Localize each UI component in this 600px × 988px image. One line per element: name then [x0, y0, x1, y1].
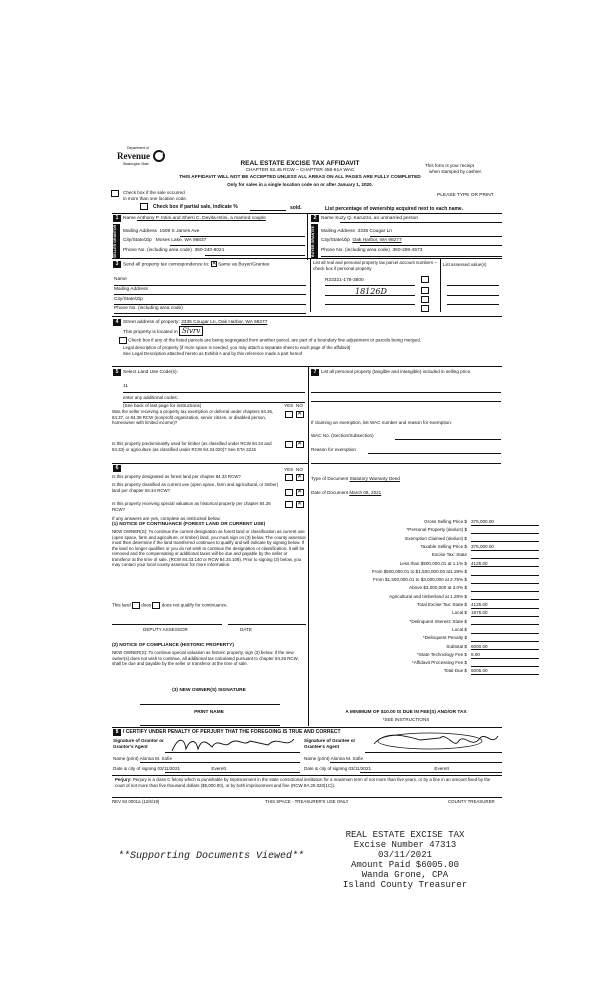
this-land-label: This land — [112, 602, 131, 608]
seller-city-label: City/State/Zip — [123, 238, 152, 243]
seller-sidebar: SELLER GRANTOR — [113, 224, 120, 258]
compliance-title: (2) NOTICE OF COMPLIANCE (HISTORIC PROPERTY) — [112, 643, 234, 648]
exemption-claim-label: If claiming an exemption, list WAC number and reason for exemption: — [311, 420, 453, 425]
grantee-city[interactable]: Everett — [434, 766, 449, 771]
tax-row-label: Agricultural and timberland at 1.28% $ — [389, 593, 467, 599]
tax-row-value[interactable] — [471, 585, 539, 592]
parcel-1[interactable]: R23321-178-3800 — [325, 278, 364, 283]
section-1-number: 1 — [113, 215, 121, 222]
section-5-row — [113, 369, 178, 376]
buyer-name-label: Name — [321, 216, 334, 221]
s5-q1-no-checkbox[interactable] — [296, 411, 304, 418]
tax-row-label: Subtotal $ — [446, 643, 467, 649]
does-label: does — [141, 602, 152, 608]
parcel-2-checkbox[interactable] — [421, 287, 429, 294]
stamp-line-4: Amount Paid $6005.00 — [350, 860, 460, 870]
supporting-docs-stamp: **Supporting Documents Viewed** — [118, 851, 305, 862]
s6-q1-no-checkbox[interactable] — [296, 474, 304, 481]
tax-row-label: Local $ — [452, 626, 467, 632]
parcel-4-checkbox[interactable] — [421, 305, 429, 312]
revenue-logo — [117, 146, 177, 168]
section-4-street-row — [113, 319, 267, 326]
stamp-line-3: 03/11/2021 — [377, 850, 432, 860]
tax-row-label: Taxable Selling Price $ — [420, 543, 467, 549]
buyer-city-label: City/State/Zip — [321, 238, 350, 243]
grantor-name-row — [113, 756, 172, 762]
grantee-name-label: Name (print) — [304, 756, 330, 761]
wac-field[interactable] — [395, 433, 501, 440]
perjury-row — [115, 777, 500, 788]
legal-desc-2: See Legal Description attached hereto as Exhibit A and by this reference made a part hereof — [123, 351, 303, 356]
tax-row-value[interactable]: 1875.00 — [471, 610, 539, 617]
tax-row-value[interactable]: 6000.00 — [471, 644, 539, 651]
s6-q3: Is this property receiving special valuation as historical property per chapter 84.26 RCW? — [112, 501, 271, 512]
s3-mail-label: Mailing Address — [114, 287, 148, 292]
tax-row-label: Gross Selling Price $ — [424, 519, 467, 524]
s5-q2-no-checkbox[interactable] — [296, 441, 304, 448]
parcel-3-checkbox[interactable] — [421, 296, 429, 303]
revenue-swoosh-icon — [152, 150, 166, 162]
minimum-fee-note: A MINIMUM OF $10.00 IS DUE IN FEE(S) AND/OR TAX — [345, 710, 467, 715]
section-3-label: Send all property tax correspondence to: — [123, 262, 210, 268]
land-use-label: Select Land Use Code(s): — [123, 370, 178, 375]
multi-location-label-2: in more than one location code. — [123, 196, 188, 201]
continuance-text: NEW OWNER(S): To continue the current designation as forest land or classification as current use (open space, farm and agriculture, or timber) land, you must sign on (3) below. The county assessor must then determine if the land transferred continues to qualify and will indicate by signing below. If the land no longer qualifies or you do not wish to continue the designation or classification, it will be removed and the compensating or additional taxes will be due and payable by the seller or transferor at the time of sale. (RCW 84.33.140 or RCW 84.34.108). Prior to signing (3) below, you may contact your local county assessor for more information. — [112, 529, 306, 567]
grantee-date-row — [304, 766, 449, 772]
stamp-line-2: Excise Number 47313 — [353, 840, 457, 850]
multi-location-label-1: Check box if the sale occurred — [123, 190, 185, 195]
section-3-number: 3 — [113, 261, 121, 268]
doc-date-label: Date of Document — [311, 490, 349, 495]
parcel-1-checkbox[interactable] — [421, 276, 429, 283]
same-as-buyer-checkbox[interactable] — [211, 261, 217, 267]
ownership-note: List percentage of ownership acquired next to each name. — [325, 206, 464, 212]
s6-q2-no-checkbox[interactable] — [296, 489, 304, 496]
perjury-text: Perjury is a class C felony which is punishable by imprisonment in the state correctional institution for a maximum term of not more than five years, or by a fine in an amount fixed by the court of not more than five thousand dollars ($5,000.00), or by both imprisonment and fine (RCW 9A.20.020(1C)). — [115, 777, 491, 788]
seller-name-row — [113, 215, 266, 222]
seller-name-label: Name — [123, 216, 136, 221]
tax-row-label: Exemption Claimed (deduct) $ — [405, 535, 467, 541]
form-chapter: CHAPTER 82.45 RCW – CHAPTER 458-61A WAC — [245, 168, 355, 173]
does-not-checkbox[interactable] — [152, 602, 160, 609]
dept-name: Revenue — [117, 150, 150, 161]
this-land-row — [112, 602, 228, 609]
seller-mail[interactable]: 1509 S James Ave — [159, 229, 200, 234]
print-note: PLEASE TYPE OR PRINT — [437, 193, 494, 198]
tax-row-label: *Delinquent Interest: State $ — [409, 618, 467, 624]
tax-row-label: *Affidavit Processing Fee $ — [411, 660, 467, 666]
buyer-mail[interactable]: 3335 Cougar Ln — [357, 229, 392, 234]
section-8-number: 8 — [113, 729, 121, 736]
form-sub-notice: Only for sales in a single location code on or after January 1, 2020. — [227, 182, 373, 187]
section-6-num-label: 6 — [113, 465, 121, 472]
tax-row-label: *State Technology Fee $ — [417, 651, 467, 657]
street-label: Street address of property: — [123, 320, 180, 325]
buyer-phone-label: Phone No. (including area code) — [321, 248, 390, 253]
section-3-row — [113, 261, 270, 268]
tax-row-label: Local $ — [452, 610, 467, 616]
tax-row-value[interactable] — [471, 536, 539, 543]
tax-row-value[interactable] — [471, 527, 539, 534]
located-in-row — [123, 327, 203, 336]
seller-mail-row — [123, 229, 199, 235]
s6-q1-yes-checkbox[interactable] — [285, 474, 293, 481]
tax-row-value[interactable] — [471, 619, 539, 626]
section-6-number — [113, 465, 123, 472]
located-in-value[interactable]: Slvrv — [179, 326, 203, 336]
buyer-city[interactable]: Oak Harbor, WA 98277 — [352, 238, 402, 243]
tax-row-value[interactable] — [471, 627, 539, 634]
s6-yes: YES — [284, 467, 294, 472]
rev-number: REV 84 0001a (12/6/19) — [112, 799, 160, 804]
grantor-name[interactable]: Alonna M. Sofie — [139, 756, 172, 761]
s6-q1: Is this property designated as forest land per chapter 84.33 RCW? — [112, 474, 241, 479]
seller-city-row — [123, 238, 206, 244]
seller-mail-label: Mailing Address — [123, 229, 157, 234]
buyer-phone[interactable]: 360-298-4573 — [392, 248, 423, 253]
doc-type[interactable]: Statutory Warranty Deed — [349, 476, 400, 481]
buyer-phone-row — [321, 248, 422, 254]
tax-row-label: *Delinquent Penalty $ — [422, 635, 467, 641]
s5-q1-yes-checkbox[interactable] — [285, 411, 293, 418]
grantor-city[interactable]: Everett — [211, 766, 226, 771]
form-title: REAL ESTATE EXCISE TAX AFFIDAVIT — [240, 160, 360, 167]
grantee-date[interactable]: 03/11/2021 — [348, 766, 372, 771]
grantor-sig-label: Signature of Grantor or Grantor's Agent — [113, 738, 164, 749]
tax-row-label: *Personal Property (deduct) $ — [406, 527, 467, 533]
s3-name-label: Name — [114, 277, 127, 282]
s6-q3-yes-checkbox[interactable] — [285, 501, 293, 508]
stamp-line-1: REAL ESTATE EXCISE TAX — [345, 830, 465, 840]
grantee-name-row — [304, 756, 363, 762]
new-owner-sig-label: (3) NEW OWNER(S) SIGNATURE — [172, 688, 246, 693]
wac-label: WAC No. (Section/Subsection) — [311, 433, 374, 438]
stamp-line-6: Island County Treasurer — [342, 880, 468, 890]
seller-name[interactable]: Anthony P. Intini and Sherri C. Devita-Intini, a married couple — [136, 216, 266, 221]
additional-codes-label: enter any additional codes: — [123, 395, 178, 400]
tax-row-label: Above $3,000,000 at 3.0% $ — [409, 585, 467, 591]
county-treasurer: COUNTY TREASURER — [448, 799, 495, 804]
tax-row-label: From $500,000.01 to $1,500,000.00 at1.28% $ — [371, 568, 467, 574]
section-4-number: 4 — [113, 319, 121, 326]
tax-row-value[interactable] — [471, 635, 539, 642]
located-in-label: This property is located in — [123, 330, 178, 335]
partial-percent-field[interactable] — [250, 204, 286, 211]
grantee-date-label: Date & city of signing — [304, 766, 348, 771]
s5-q2-yes-checkbox[interactable] — [285, 441, 293, 448]
parcel-2-handwritten[interactable]: 18126D — [355, 287, 387, 296]
buyer-name[interactable]: Suzy Q. Karuzzo, an unmarried person — [335, 216, 419, 221]
partial-sale-label: Check box if partial sale, indicate % — [153, 204, 238, 210]
buyer-sidebar: BUYER GRANTEE — [311, 224, 318, 258]
tax-row-label: Excise Tax: State — [431, 552, 467, 558]
tax-row-value[interactable]: 4125.00 — [471, 602, 539, 609]
grantor-date-label: Date & city of signing — [113, 766, 157, 771]
s5-q1: Was the seller receiving a property tax exemption or deferral under chapters 84.36, 84.37, or 84.38 RCW (nonprofit organization, senior citizen, or disabled person, homeowner with limited income)? — [112, 409, 274, 425]
certify-statement: I CERTIFY UNDER PENALTY OF PERJURY THAT THE FOREGOING IS TRUE AND CORRECT — [123, 729, 341, 735]
tax-row-value[interactable] — [471, 594, 539, 601]
buyer-mail-label: Mailing Address — [321, 229, 355, 234]
does-checkbox[interactable] — [132, 602, 140, 609]
form-notice: THIS AFFIDAVIT WILL NOT BE ACCEPTED UNLESS ALL AREAS ON ALL PAGES ARE FULLY COMPLETED — [179, 175, 421, 180]
grantee-signature[interactable] — [370, 730, 502, 754]
print-name-label: PRINT NAME — [194, 710, 224, 715]
parcel-header: List all real and personal property tax parcel account numbers – check box if personal property — [313, 260, 437, 271]
tax-row-value[interactable] — [471, 569, 539, 576]
doc-date-row — [311, 490, 381, 496]
segregation-row — [119, 337, 421, 344]
dept-state: Washington State — [123, 162, 149, 167]
sold-label: sold. — [290, 205, 302, 211]
buyer-name-row — [311, 215, 418, 222]
tax-row-value[interactable] — [471, 660, 539, 667]
tax-row-value[interactable]: 5.00 — [471, 652, 539, 659]
doc-type-label: Type of Document — [311, 476, 349, 481]
reason-label: Reason for exemption — [311, 447, 356, 452]
same-as-buyer-label: Same as Buyer/Grantee — [218, 262, 270, 268]
treasurer-space: THIS SPACE - TREASURER'S USE ONLY — [265, 799, 349, 804]
tax-row-value[interactable]: 375,000.00 — [471, 544, 539, 551]
section-7-row — [311, 369, 501, 376]
buyer-mail-row — [321, 229, 392, 235]
tax-row-value[interactable] — [471, 577, 539, 584]
tax-row-label: From $1,500,000.01 to $3,000,000 at 2.75% $ — [373, 577, 467, 583]
excise-stamp — [320, 830, 490, 890]
seller-city[interactable]: Moses Lake, WA 98837 — [155, 238, 207, 243]
section-5-number: 5 — [113, 369, 121, 376]
s6-if-any: If any answers are yes, complete as instructed below. — [112, 516, 221, 521]
section-2-number: 2 — [311, 215, 319, 222]
continuance-title: (1) NOTICE OF CONTINUANCE (FOREST LAND OR CURRENT USE) — [112, 522, 266, 527]
compliance-text: NEW OWNER(S): To continue special valuation as historic property, sign (3) below. If the new owner(s) does not wish to continue, all additional tax calculated pursuant to chapter 84.26 RCW, shall be due and payable by the seller or transferor at the time of sale. — [112, 650, 299, 666]
tax-row-value[interactable]: 4125.00 — [471, 561, 539, 568]
s5-yes: YES — [284, 403, 294, 408]
s6-q2: Is this property classified as current use (open space, farm and agricultural, or timber) land per chapter 84.34 RCW? — [112, 482, 279, 493]
partial-sale-checkbox[interactable] — [140, 203, 148, 210]
does-not-label: does not qualify for continuance. — [161, 602, 228, 608]
seller-phone-row — [123, 248, 224, 254]
doc-date[interactable]: March 08, 2021 — [349, 490, 382, 495]
tax-row-value[interactable] — [471, 552, 539, 559]
s6-q2-yes-checkbox[interactable] — [285, 489, 293, 496]
assessed-header: List assessed value(s) — [443, 262, 487, 267]
deputy-assessor-label: DEPUTY ASSESSOR — [143, 627, 188, 632]
segregation-label: Check box if any of the listed parcels are being segregated from another parcel, are part of a boundary line adjustment or parcels being merged. — [128, 337, 421, 343]
grantee-sig-label: Signature of Grantee or Grantee's Agent — [304, 738, 356, 749]
s6-q3-no-checkbox[interactable] — [296, 501, 304, 508]
receipt-note-1: This form is your receipt — [425, 163, 475, 168]
dept-small: Department of — [127, 146, 150, 150]
reason-field[interactable] — [368, 447, 501, 454]
tax-row-value[interactable]: 6005.00 — [471, 668, 539, 675]
personal-property-label: List all personal property (tangible and intangible) included in selling price. — [321, 369, 472, 374]
tax-row-label: Total Excise Tax: State $ — [417, 602, 467, 607]
s5-no: NO — [296, 403, 303, 408]
tax-row-label: Less than $500,000.01 at 1.1% $ — [399, 560, 467, 566]
s6-no: NO — [296, 467, 303, 472]
seller-phone[interactable]: 360-240-8021 — [194, 248, 225, 253]
section-7-number: 7 — [311, 369, 319, 376]
s3-city-label: City/State/Zip — [114, 297, 143, 302]
segregation-checkbox[interactable] — [119, 337, 127, 344]
buyer-city-row — [321, 238, 402, 244]
street-address[interactable]: 3335 Cougar Ln, Oak Harbor, WA 98277 — [181, 320, 268, 325]
grantor-date-row — [113, 766, 226, 772]
multi-location-checkbox[interactable] — [111, 190, 119, 197]
legal-desc-1: Legal description of property (if more space is needed, you may attach a separate sheet to each page of the affidavit) — [123, 345, 351, 350]
seller-phone-label: Phone No. (including area code) — [123, 248, 192, 253]
deputy-date-label: DATE — [240, 627, 252, 632]
grantee-name[interactable]: Alonna M. Sofie — [330, 756, 363, 761]
receipt-note-2: when stamped by cashier. — [429, 169, 483, 174]
doc-type-row — [311, 476, 400, 482]
land-use-code[interactable]: 11 — [123, 384, 128, 389]
see-back-label: (See back of last page for instructions) — [123, 403, 202, 408]
see-instructions-note: *SEE INSTRUCTIONS — [382, 717, 430, 722]
grantor-date[interactable]: 03/11/2021 — [157, 766, 181, 771]
perjury-label: Perjury: — [115, 777, 132, 782]
tax-row-label: Total Due $ — [443, 668, 467, 674]
tax-row-value[interactable]: 375,000.00 — [471, 519, 539, 526]
s5-q2: Is this property predominantly used for timber (as classified under RCW 84.34 and 84.33) or agriculture (as classified under RCW 84.34.020)? See ETA 3215 — [112, 441, 272, 452]
stamp-line-5: Wanda Grone, CPA — [361, 870, 449, 880]
s3-phone-label: Phone No. (including area code) — [114, 306, 183, 311]
grantor-name-label: Name (print) — [113, 756, 139, 761]
